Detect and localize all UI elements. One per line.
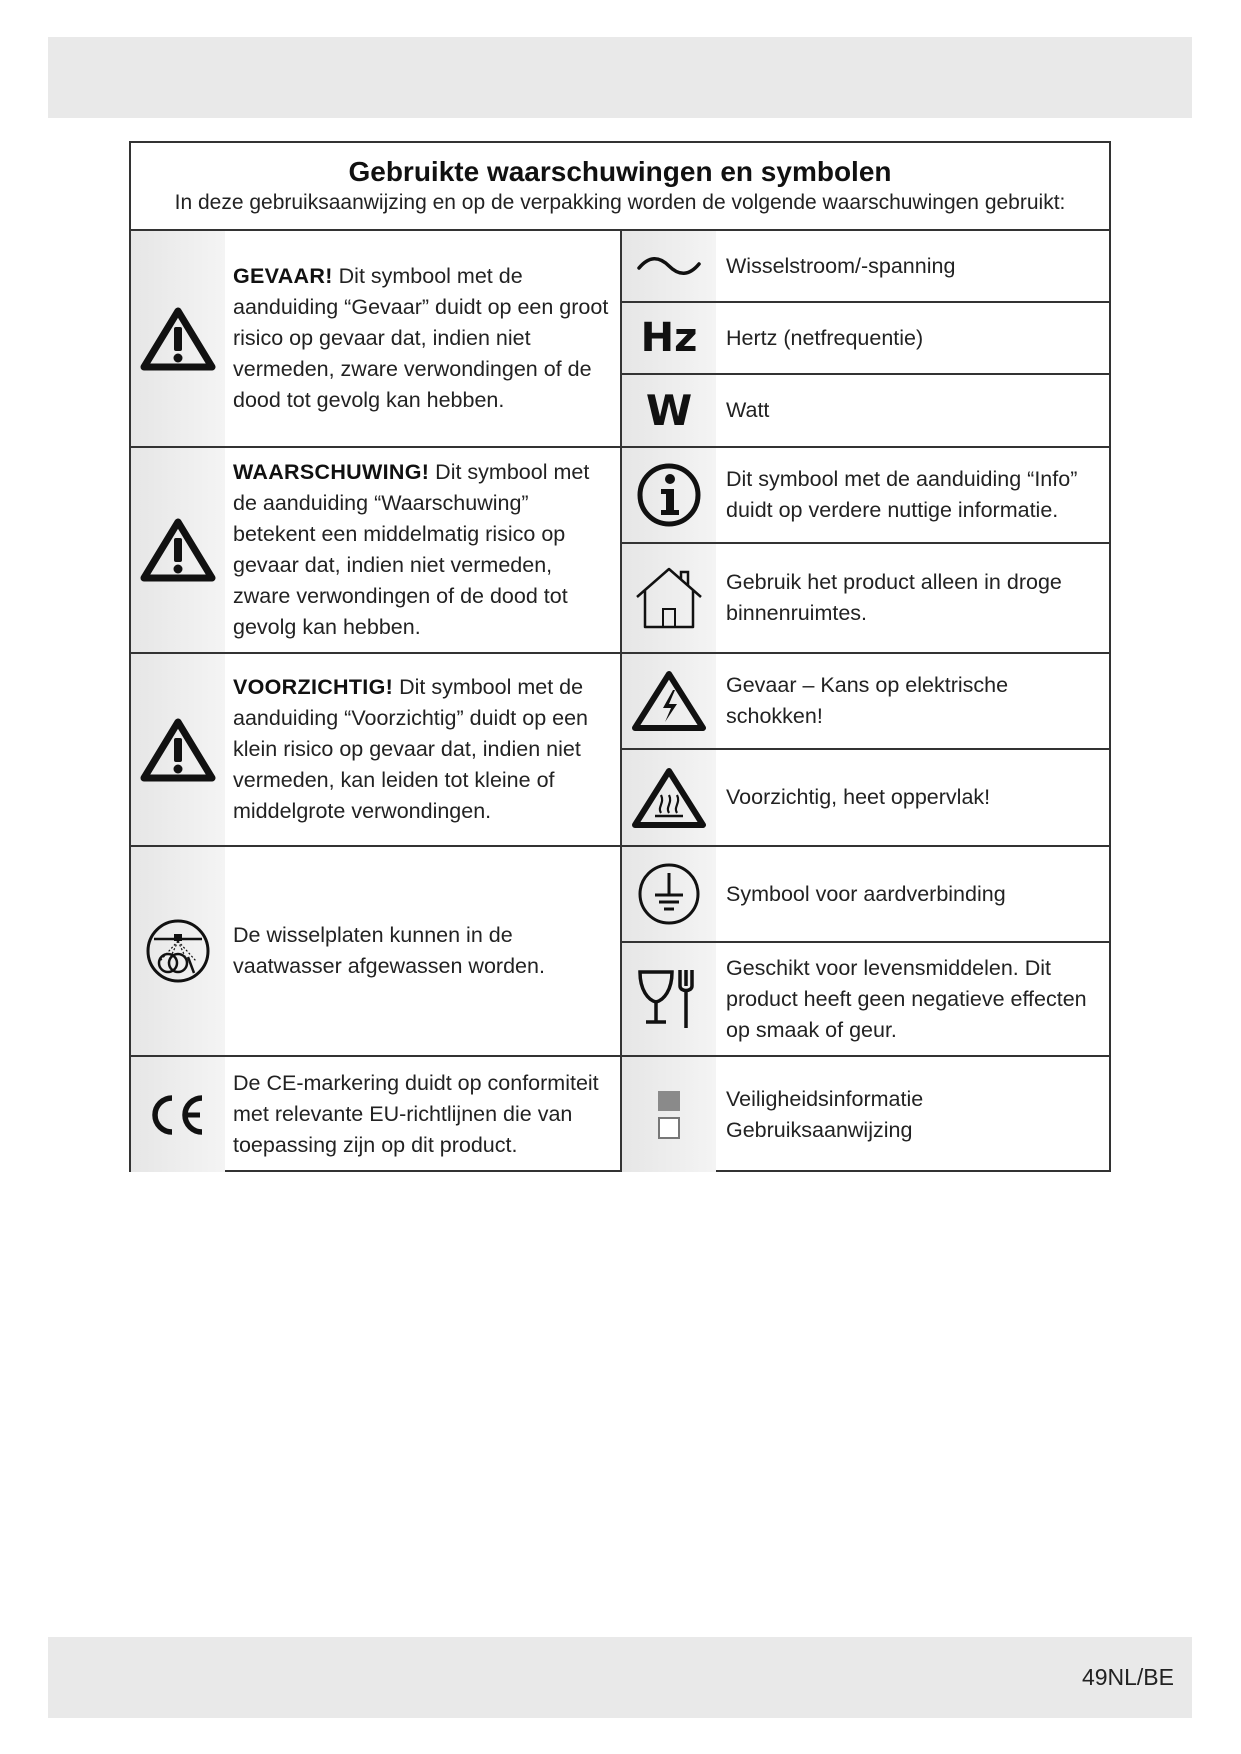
symbol-description: Hertz (netfrequentie): [726, 325, 924, 350]
hertz-icon: Hz: [622, 303, 716, 373]
symbol-row-dishwasher: [131, 847, 620, 1057]
house-icon: [622, 544, 716, 652]
symbols-table: [129, 141, 1111, 1172]
symbol-description: Voorzichtig, heet oppervlak!: [726, 785, 991, 809]
warning-triangle-icon: [131, 654, 225, 845]
symbol-description: Wisselstroom/-spanning: [726, 253, 956, 278]
symbol-row-documents: [622, 1057, 1109, 1172]
symbol-row-info: [622, 448, 1109, 544]
symbol-description: Watt: [726, 398, 770, 422]
ce-mark-icon: [131, 1057, 225, 1172]
symbol-description: Geschikt voor levensmiddelen. Dit product heeft geen negatieve effecten op smaak of geur.: [726, 955, 1087, 1042]
page-number: 49NL/BE: [1081, 1664, 1174, 1690]
symbol-description: Symbool voor aardverbinding: [726, 881, 1006, 906]
symbol-row-ac: [622, 231, 1109, 303]
right-column: [622, 231, 1109, 1170]
symbol-row-gevaar: [131, 231, 620, 448]
symbol-description: Gevaar – Kans op elektrische schokken!: [726, 673, 1009, 728]
table-title: Gebruikte waarschuwingen en symbolen: [348, 156, 892, 187]
signal-word: GEVAAR!: [233, 264, 333, 288]
symbol-row-ce: [131, 1057, 620, 1172]
symbol-description: VOORZICHTIG! Dit symbool met de aanduiding “Voorzichtig” duidt op een klein risico op gevaar dat, indien niet vermeden, kan leiden tot kleine of middelgrote verwondingen.: [233, 675, 589, 823]
symbol-row-hot-surface: [622, 750, 1109, 847]
top-band: [48, 37, 1192, 118]
symbol-row-ground: [622, 847, 1109, 943]
document-squares-icon: [622, 1057, 716, 1172]
alternating-current-icon: [622, 231, 716, 301]
symbol-row-waarschuwing: [131, 448, 620, 654]
food-safe-icon: [622, 943, 716, 1055]
symbol-description: GEVAAR! Dit symbool met de aanduiding “Gevaar” duidt op een groot risico op gevaar dat, indien niet vermeden, zware verwondingen of de dood tot gevolg kan hebben.: [233, 264, 609, 412]
info-icon: [622, 448, 716, 542]
table-header: [131, 143, 1109, 231]
symbol-row-voorzichtig: [131, 654, 620, 847]
symbol-description: De wisselplaten kunnen in de vaatwasser afgewassen worden.: [233, 923, 545, 978]
signal-word: VOORZICHTIG!: [233, 675, 394, 699]
symbol-description: Gebruik het product alleen in droge binnenruimtes.: [726, 570, 1062, 625]
left-column: [131, 231, 622, 1170]
table-subtitle: In deze gebruiksaanwijzing en op de verpakking worden de volgende waarschuwingen gebruikt:: [174, 191, 1066, 214]
earth-ground-icon: [622, 847, 716, 941]
watt-icon: W: [622, 375, 716, 446]
warning-triangle-icon: [131, 231, 225, 446]
dishwasher-safe-icon: [131, 847, 225, 1055]
signal-word: WAARSCHUWING!: [233, 460, 430, 484]
warning-triangle-icon: [131, 448, 225, 652]
symbol-row-indoor: [622, 544, 1109, 654]
symbol-description: Veiligheidsinformatie Gebruiksaanwijzing: [726, 1086, 924, 1142]
electric-shock-icon: [622, 654, 716, 748]
hot-surface-icon: [622, 750, 716, 845]
symbol-description: WAARSCHUWING! Dit symbool met de aanduiding “Waarschuwing” betekent een middelmatig risico op gevaar dat, indien niet vermeden, zware verwondingen of de dood tot gevolg kan hebben.: [233, 460, 590, 639]
symbol-row-electric: [622, 654, 1109, 750]
symbol-description: De CE-markering duidt op conformiteit met relevante EU-richtlijnen die van toepassing zijn op dit product.: [233, 1071, 599, 1157]
bottom-band: [48, 1637, 1192, 1718]
symbol-row-hertz: [622, 303, 1109, 375]
symbol-row-food-safe: [622, 943, 1109, 1057]
symbol-description: Dit symbool met de aanduiding “Info” duidt op verdere nuttige informatie.: [726, 467, 1078, 522]
symbol-row-watt: [622, 375, 1109, 448]
